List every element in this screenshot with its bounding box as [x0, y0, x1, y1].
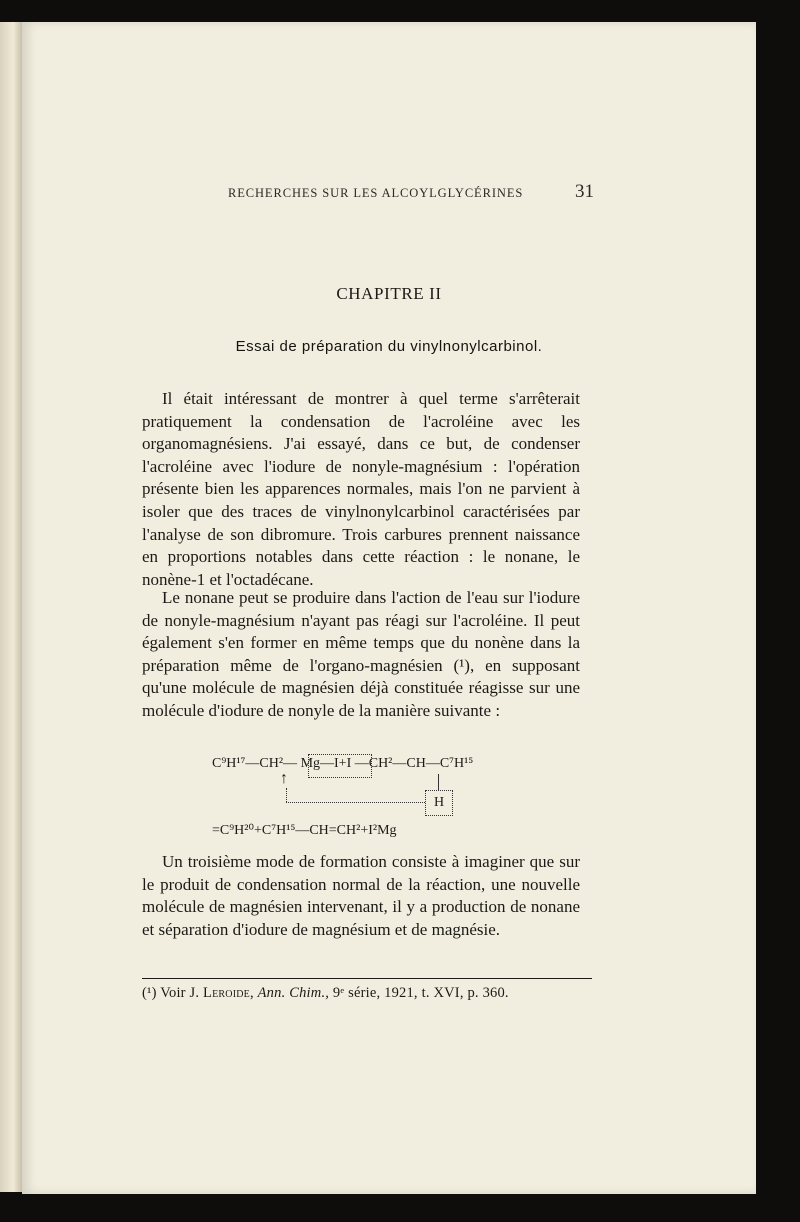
hydrogen-box: H [425, 790, 453, 816]
dotted-connector-horizontal [286, 802, 425, 803]
paragraph-3: Un troisième mode de formation consiste à imaginer que sur le produit de condensation normal de la réaction, une nouvelle molécule de magnésien intervenant, il y a production de nonane et séparation d'iodure de magnésium et de magnésie. [142, 852, 580, 939]
formula-right: —CH²—CH—C⁷H¹⁵ [354, 756, 474, 771]
footnote-rule [142, 978, 592, 979]
footnote-author: Leroide, [203, 985, 254, 1001]
up-arrow-icon: ↑ [280, 770, 288, 787]
dotted-connector-vertical [286, 788, 287, 802]
chapter-heading: CHAPITRE II [336, 284, 442, 303]
running-head-title: RECHERCHES SUR LES ALCOYLGLYCÉRINES [228, 186, 524, 200]
footnote-text-b: 9ᵉ série, 1921, t. XVI, p. 360. [332, 985, 509, 1001]
footnote-text-a: Voir J. [160, 985, 200, 1001]
footnote-marker: (¹) [142, 985, 157, 1001]
footnote-journal: Ann. Chim., [257, 985, 330, 1001]
formula-products: =C⁹H²⁰+C⁷H¹⁵—CH=CH²+I²Mg [212, 823, 397, 838]
formula-mg-i: Mg—I+I [300, 756, 352, 771]
book-page [22, 22, 756, 1194]
running-head [228, 181, 594, 202]
bond-line [438, 774, 439, 790]
dotted-box-mg [308, 754, 372, 778]
reaction-formula [212, 752, 552, 852]
page-edge-left [0, 22, 22, 1192]
paragraph-1: Il était intéressant de montrer à quel terme s'arrêterait pratiquement la condensation de l'acroléine avec les organomagnésiens. J'ai essayé, dans ce but, de condenser l'acroléine avec l'iodure de nonyle-magnésium : l'opération présente bien les apparences normales, mais l'on ne parvient à isoler que des traces de vinylnonylcarbinol caractérisées par l'analyse de son dibromure. Trois carbures prennent naissance en proportions notables dans cette réaction : le nonane, le nonène-1 et l'octadécane. [142, 389, 580, 589]
footnote [142, 985, 592, 1002]
formula-left: C⁹H¹⁷—CH²— [212, 756, 298, 771]
paragraph-2: Le nonane peut se produire dans l'action de l'eau sur l'iodure de nonyle-magnésium n'ayant pas réagi sur l'acroléine. Il peut également s'en former en même temps que du nonène dans la préparation même de l'organo-magnésien (¹), en supposant qu'une molécule de magnésien déjà constituée réagisse sur une molécule d'iodure de nonyle de la manière suivante : [142, 588, 580, 720]
page-number: 31 [575, 181, 594, 202]
chapter-subtitle: Essai de préparation du vinylnonylcarbinol. [235, 338, 543, 355]
